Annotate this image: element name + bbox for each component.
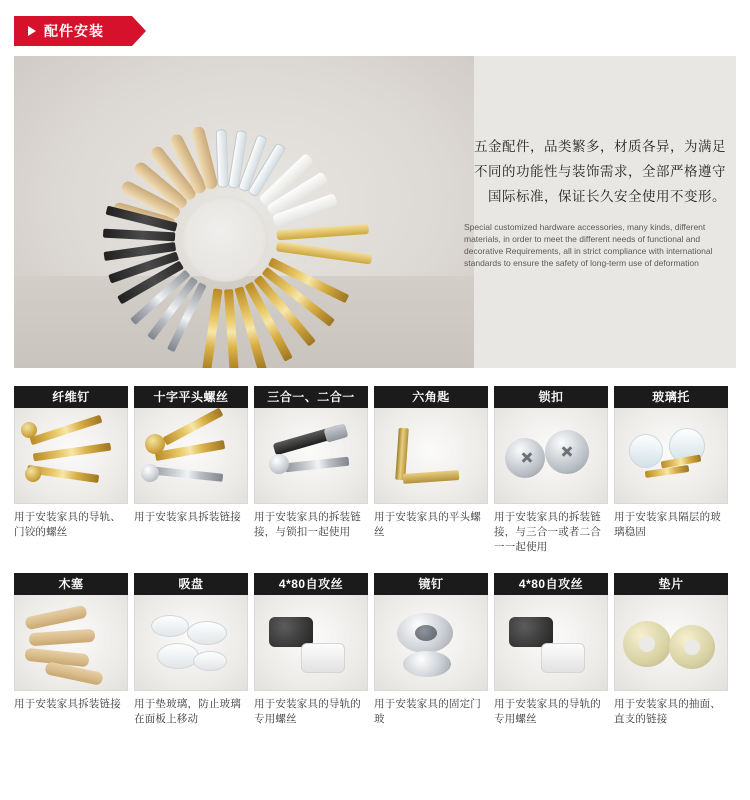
product-description: 用于安装家具的抽面、直支的链接 (614, 698, 721, 725)
product-description: 用于安装家具的拆装链接，与三合一或者二合一一起使用 (494, 511, 601, 553)
product-cell[interactable] (134, 573, 248, 727)
product-description: 用于安装家具的导轨、门铰的螺丝 (14, 511, 121, 538)
product-title: 镜钉 (374, 573, 488, 595)
product-description: 用于安装家具的平头螺丝 (374, 511, 481, 538)
product-cell[interactable] (14, 386, 128, 555)
product-cell[interactable] (614, 386, 728, 555)
washer-icon (614, 595, 728, 691)
hero-english-text: Special customized hardware accessories, many kinds, different materials, in order to meet the different needs of functional and decorative Requirements, all in strict compliance with international standards to ensure the safety of long-term use of deformation (464, 222, 713, 268)
product-description: 用于安装家具的导轨的专用螺丝 (254, 698, 361, 725)
section-badge (14, 16, 132, 46)
product-title: 4*80自攻丝 (494, 573, 608, 595)
product-grid-row-1 (14, 386, 736, 555)
glass-holder-icon (614, 408, 728, 504)
product-description: 用于安装家具拆装链接 (134, 511, 241, 523)
product-description: 用于垫玻璃，防止玻璃在面板上移动 (134, 698, 241, 725)
hero-chinese-text: 五金配件，品类繁多，材质各异，为满足不同的功能性与装饰需求，全部严格遵守国际标准，保证长久安全使用不变形。 (474, 139, 726, 204)
play-triangle-icon (28, 26, 36, 36)
product-title: 六角匙 (374, 386, 488, 408)
fan-center-circle (182, 196, 268, 282)
mirror-nail-icon (374, 595, 488, 691)
product-cell[interactable] (494, 573, 608, 727)
product-title: 吸盘 (134, 573, 248, 595)
product-cell[interactable] (614, 573, 728, 727)
thumb-background (375, 408, 487, 503)
screw-fiber-icon (14, 408, 128, 504)
product-title: 纤维钉 (14, 386, 128, 408)
product-title: 三合一、二合一 (254, 386, 368, 408)
product-description: 用于安装家具的固定门玻 (374, 698, 481, 725)
product-cell[interactable] (494, 386, 608, 555)
product-description: 用于安装家具拆装链接 (14, 698, 121, 710)
wood-dowel-icon (14, 595, 128, 691)
suction-cup-icon (134, 595, 248, 691)
section-header (14, 16, 214, 46)
product-title: 锁扣 (494, 386, 608, 408)
product-description: 用于安装家具的导轨的专用螺丝 (494, 698, 601, 725)
product-title: 木塞 (14, 573, 128, 595)
hardware-piece (202, 288, 223, 368)
product-description: 用于安装家具隔层的玻璃稳固 (614, 511, 721, 538)
connector-icon (254, 408, 368, 504)
section-badge-label: 配件安装 (44, 23, 104, 39)
hardware-piece (277, 224, 369, 240)
thumb-background (135, 595, 247, 690)
self-tapping-screw-icon (494, 595, 608, 691)
product-description: 用于安装家具的拆装链接，与锁扣一起使用 (254, 511, 361, 538)
hardware-piece (276, 241, 372, 264)
product-cell[interactable] (14, 573, 128, 727)
screw-phillips-icon (134, 408, 248, 504)
hero-photo (14, 56, 474, 368)
hardware-piece (224, 289, 239, 368)
hero-banner (14, 56, 736, 368)
product-title: 4*80自攻丝 (254, 573, 368, 595)
hardware-piece (103, 228, 175, 241)
product-cell[interactable] (374, 573, 488, 727)
product-cell[interactable] (374, 386, 488, 555)
self-tapping-screw-icon (254, 595, 368, 691)
product-title: 十字平头螺丝 (134, 386, 248, 408)
product-cell[interactable] (134, 386, 248, 555)
product-grid-row-2 (14, 573, 736, 727)
cam-lock-icon (494, 408, 608, 504)
hardware-piece (216, 129, 229, 187)
product-title: 垫片 (614, 573, 728, 595)
product-cell[interactable] (254, 573, 368, 727)
hero-text-block (464, 134, 726, 269)
hex-key-icon (374, 408, 488, 504)
product-title: 玻璃托 (614, 386, 728, 408)
product-cell[interactable] (254, 386, 368, 555)
